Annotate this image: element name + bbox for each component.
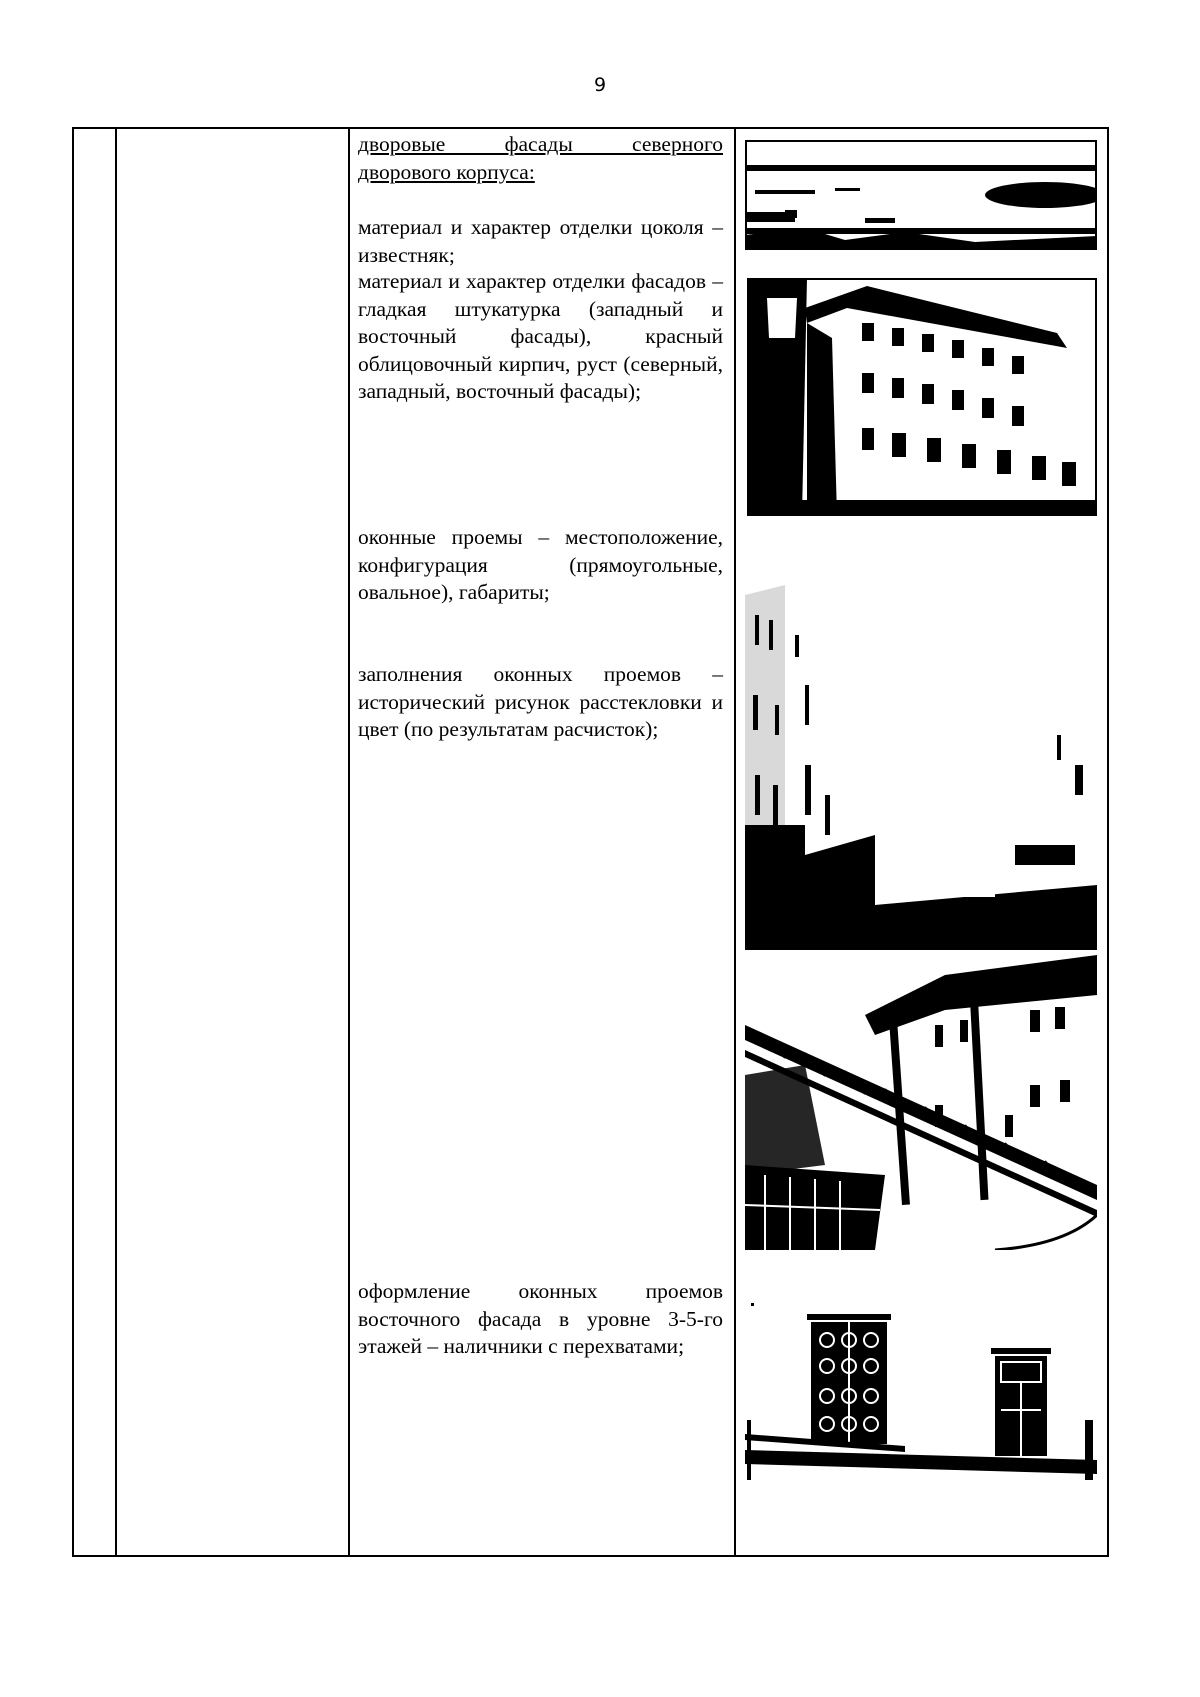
plinth-text: материал и характер отделки цоколя – известняк; bbox=[358, 215, 723, 267]
heading-line-2: дворового корпуса: bbox=[358, 159, 535, 184]
facades-heading bbox=[358, 131, 723, 186]
page-number: 9 bbox=[593, 74, 607, 96]
window-decoration-text: оформление оконных проемов восточного фасада в уровне 3-5-го этажей – наличники с перехватами; bbox=[358, 1279, 723, 1358]
photo-facade-with-scaffolding-icon bbox=[745, 955, 1097, 1250]
column-divider-2 bbox=[348, 127, 350, 1557]
column-divider-1 bbox=[115, 127, 117, 1557]
photo-corner-facade-overexposed-icon bbox=[745, 525, 1097, 950]
window-openings-text: оконные проемы – местоположение, конфигурация (прямоугольные, овальное), габариты; bbox=[358, 525, 723, 604]
column-divider-3 bbox=[734, 127, 736, 1557]
facades-finish-text: материал и характер отделки фасадов – гладкая штукатурка (западный и восточный фасады), красный облицовочный кирпич, руст (северный, западный, восточный фасады); bbox=[358, 269, 723, 403]
window-fillings-text: заполнения оконных проемов – исторический рисунок расстекловки и цвет (по результатам расчисток); bbox=[358, 662, 723, 741]
photo-courtyard-ground-icon bbox=[745, 140, 1097, 250]
photo-window-surrounds-icon bbox=[745, 1300, 1097, 1490]
heading-line-1: дворовые фасады северного bbox=[358, 132, 723, 156]
photo-north-building-facade-icon bbox=[747, 278, 1097, 516]
